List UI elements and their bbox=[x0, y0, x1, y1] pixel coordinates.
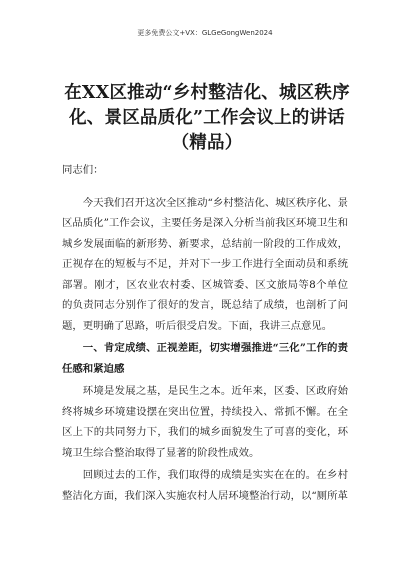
document-body bbox=[62, 160, 348, 508]
salutation: 同志们： bbox=[62, 164, 104, 176]
paragraph: 环境是发展之基，是民生之本。近年来，区委、区政府始终将城乡环境建设摆在突出位置，持续投入、常抓不懈。在全区上下的共同努力下，我们的城乡面貌发生了可喜的变化，环境卫生综合整治取得了显著的阶段性成效。 bbox=[62, 385, 348, 459]
section-heading: 一、肯定成绩、正视差距，切实增强推进“三化”工作的责任感和紧迫感 bbox=[62, 342, 348, 375]
document-title: 在XX区推动“乡村整洁化、城区秩序化、景区品质化”工作会议上的讲话（精品） bbox=[64, 83, 350, 153]
paragraph: 回顾过去的工作，我们取得的成绩是实实在在的。在乡村整洁化方面，我们深入实施农村人居环境整治行动，以“厕所革 bbox=[62, 469, 348, 502]
paragraph: 今天我们召开这次全区推动“乡村整洁化、城区秩序化、景区品质化”工作会议，主要任务是深入分析当前我区环境卫生和城乡发展面临的新形势、新要求，总结前一阶段的工作成效，正视存在的短板与不足，并对下一步工作进行全面动员和系统部署。刚才，区农业农村委、区城管委、区文旅局等8个单位的负责同志分别作了很好的发言，既总结了成绩，也剖析了问题，更明确了思路，听后很受启发。下面，我讲三点意见。 bbox=[62, 196, 348, 332]
page-header: 更多免费公文+VX：GLGeGongWen2024 bbox=[137, 29, 273, 37]
